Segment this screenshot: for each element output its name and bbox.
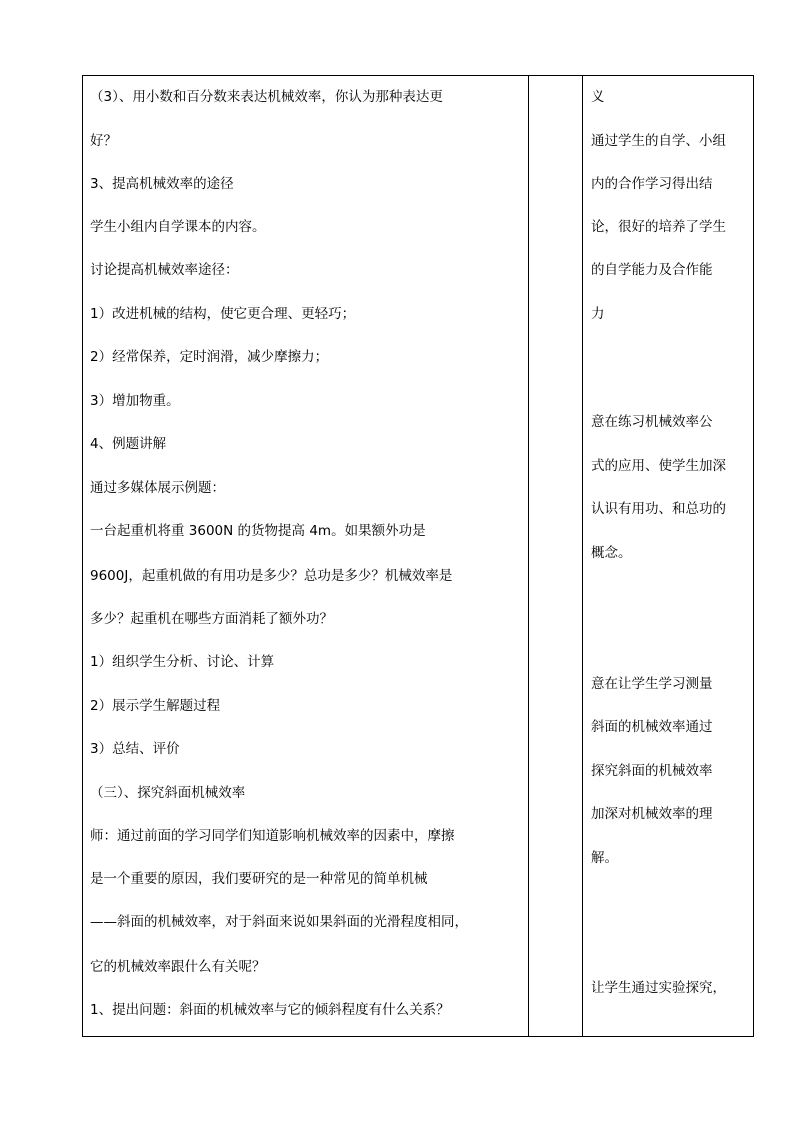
process-line: 3、提高机械效率的途径 <box>90 176 234 192</box>
note-line: 概念。 <box>591 545 632 561</box>
process-line: 1）组织学生分析、讨论、计算 <box>90 654 275 670</box>
note-line: 认识有用功、和总功的 <box>591 501 726 517</box>
note-line: 让学生通过实验探究， <box>591 980 726 996</box>
note-line: 加深对机械效率的理 <box>591 806 713 822</box>
note-line: 通过学生的自学、小组 <box>591 133 726 149</box>
process-line: 4、例题讲解 <box>90 436 167 452</box>
process-line: 它的机械效率跟什么有关呢？ <box>90 959 266 975</box>
note-line: 的自学能力及合作能 <box>591 262 713 278</box>
process-line: 2）经常保养，定时润滑，减少摩擦力； <box>90 349 329 365</box>
note-line: 解。 <box>591 850 618 866</box>
process-line: 是一个重要的原因，我们要研究的是一种常见的简单机械 <box>90 871 428 887</box>
process-line: 3）增加物重。 <box>90 393 180 409</box>
note-line: 斜面的机械效率通过 <box>591 719 713 735</box>
note-line: 意在练习机械效率公 <box>591 414 713 430</box>
process-line: （三）、探究斜面机械效率 <box>90 785 246 801</box>
note-line: 义 <box>591 89 605 105</box>
process-line: 9600J，起重机做的有用功是多少？总功是多少？机械效率是 <box>90 568 453 584</box>
note-line: 力 <box>591 306 605 322</box>
note-line: 式的应用、使学生加深 <box>591 458 726 474</box>
process-line: ——斜面的机械效率，对于斜面来说如果斜面的光滑程度相同， <box>90 914 468 930</box>
process-line: 多少？起重机在哪些方面消耗了额外功？ <box>90 611 333 627</box>
note-line: 论，很好的培养了学生 <box>591 219 726 235</box>
process-line: 1）改进机械的结构，使它更合理、更轻巧； <box>90 306 356 322</box>
process-line: 一台起重机将重 3600N 的货物提高 4m。如果额外功是 <box>90 523 426 539</box>
note-line: 内的合作学习得出结 <box>591 176 713 192</box>
lesson-plan-table <box>82 75 754 1037</box>
teaching-process-column <box>90 76 528 1036</box>
column-divider-left <box>528 76 529 1036</box>
process-line: 3）总结、评价 <box>90 741 180 757</box>
process-line: 师：通过前面的学习同学们知道影响机械效率的因素中，摩擦 <box>90 828 455 844</box>
process-line: （3）、用小数和百分数来表达机械效率，你认为那种表达更 <box>90 89 443 105</box>
design-intent-column <box>591 76 751 1036</box>
process-line: 通过多媒体展示例题： <box>90 480 225 496</box>
process-line: 2）展示学生解题过程 <box>90 698 221 714</box>
process-line: 1、提出问题：斜面的机械效率与它的倾斜程度有什么关系？ <box>90 1002 450 1018</box>
column-divider-right <box>582 76 583 1036</box>
note-line: 探究斜面的机械效率 <box>591 763 713 779</box>
process-line: 好？ <box>90 133 117 149</box>
process-line: 学生小组内自学课本的内容。 <box>90 219 266 235</box>
note-line: 意在让学生学习测量 <box>591 676 713 692</box>
process-line: 讨论提高机械效率途径： <box>90 262 239 278</box>
